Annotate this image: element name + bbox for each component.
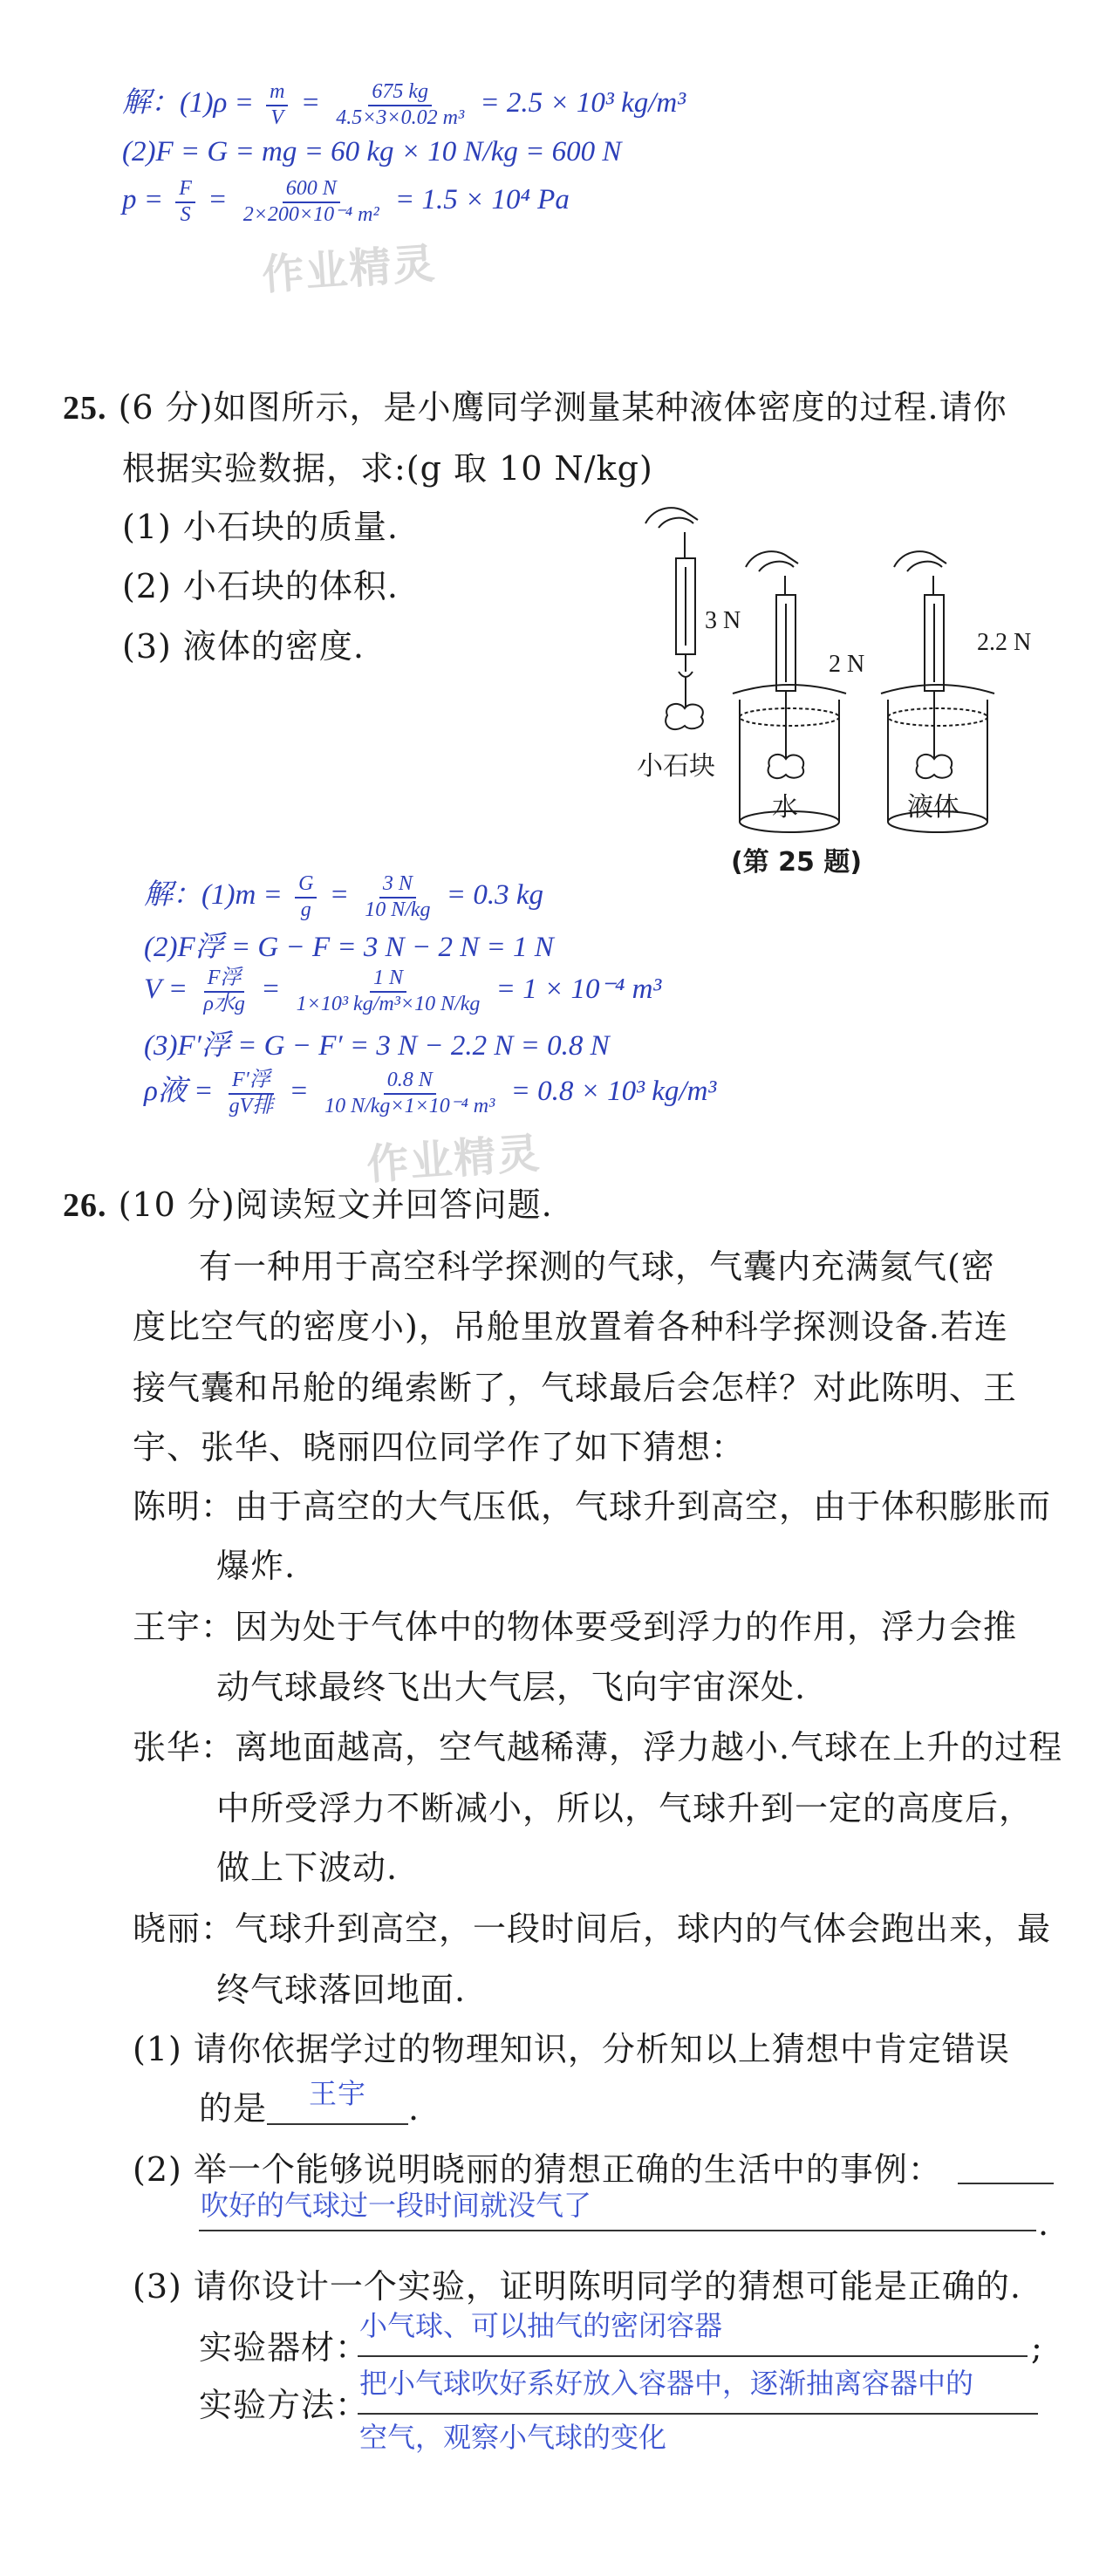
- q25-solution-line4: (3)F′浮 = G − F′ = 3 N − 2.2 N = 0.8 N: [144, 1030, 610, 1062]
- watermark: 作业精灵: [365, 1129, 543, 1190]
- q26-wangyu-0: 王宇：因为处于气体中的物体要受到浮力的作用，浮力会推: [133, 1608, 1018, 1646]
- s2-blank-line2[interactable]: [199, 2230, 1036, 2231]
- hand-icon: [746, 551, 798, 571]
- q25-sub3: (3) 液体的密度.: [122, 627, 365, 666]
- hand-icon: [894, 551, 946, 571]
- frac-num: F′浮: [229, 1069, 274, 1095]
- q24-solution-line1: 解：(1)ρ = $\frac{m}{V}$ = $\frac{675 kg}{\text{4.5×3×0.02 m³}}$ = 2.5 × 10³ kg/m³: [122, 80, 686, 129]
- q25-solution-line1: 解：(1)m = $\frac{G}{g}$ = $\frac{3 N}{10 N/kg}$ = 0.3 kg: [144, 872, 543, 921]
- frac-den: 1×10³ kg/m³×10 N/kg: [296, 992, 481, 1015]
- figure-caption: (第 25 题): [731, 847, 863, 878]
- q25-l3-result: = 1 × 10⁻⁴ m³: [495, 974, 662, 1006]
- s3-method-label: 实验方法：: [199, 2386, 370, 2424]
- s3-method-answer-1: 把小气球吹好系好放入容器中，逐渐抽离容器中的: [359, 2367, 974, 2400]
- q24-solution-line2: (2)F = G = mg = 60 kg × 10 N/kg = 600 N: [122, 136, 622, 167]
- s1-answer-blank[interactable]: [267, 2077, 408, 2125]
- frac-den: V: [270, 106, 284, 129]
- q26-para-0: 有一种用于高空科学探测的气球，气囊内充满氦气(密: [199, 1247, 995, 1286]
- q25-sub1: (1) 小石块的质量.: [122, 508, 399, 546]
- frac-den: 10 N/kg×1×10⁻⁴ m³: [324, 1094, 495, 1117]
- q25-line1: [63, 388, 1007, 427]
- frac-den: S: [180, 202, 191, 226]
- frac-num: F浮: [204, 967, 245, 993]
- q25-l3-frac2: [293, 967, 484, 1016]
- frac-num: 3 N: [379, 872, 416, 899]
- s3-equip-blank[interactable]: [358, 2355, 1028, 2357]
- s3-method-answer-2: 空气，观察小气球的变化: [359, 2421, 667, 2454]
- q26-chenming-0: 陈明：由于高空的大气压低，气球升到高空，由于体积膨胀而: [133, 1487, 1052, 1526]
- frac-den: gV排: [229, 1094, 274, 1117]
- s1-suffix: .: [408, 2089, 420, 2128]
- q24-l1-prefix: 解：(1)ρ =: [122, 87, 254, 120]
- q24-l3-result: = 1.5 × 10⁴ Pa: [394, 184, 570, 216]
- q25-solution-line5: ρ液 = $\frac{\text{F′浮}}{\text{gV排}}$ = $\frac{0.8 N}{\text{10 N/kg×1×10⁻⁴ m³}}$ = 0.8 × 10³ kg/m³: [144, 1069, 717, 1117]
- q24-solution-line3: p = $\frac{F}{S}$ = $\frac{600 N}{\text{2×200×10⁻⁴ m²}}$ = 1.5 × 10⁴ Pa: [122, 177, 570, 226]
- q25-l1-result: = 0.3 kg: [446, 879, 543, 912]
- q25-solution-line3: V = $\frac{\text{F浮}}{\text{ρ水g}}$ = $\frac{1 N}{\text{1×10³ kg/m³×10 N/kg}}$ = 1 × 10⁻⁴ m³: [144, 967, 662, 1015]
- q26-s3-line1: (3) 请你设计一个实验，证明陈明同学的猜想可能是正确的.: [133, 2267, 1021, 2306]
- frac-num: 0.8 N: [384, 1069, 436, 1095]
- q24-l3-frac1: [175, 177, 195, 227]
- q25-l1-frac2: [361, 872, 434, 922]
- s1-answer: 王宇: [309, 2077, 367, 2110]
- s3-equip-end: ;: [1031, 2328, 1042, 2367]
- question-number: 25.: [63, 390, 107, 427]
- q25-l1-frac1: [295, 872, 317, 922]
- label-liquid: 液体: [907, 792, 959, 823]
- stone-icon: [666, 704, 703, 729]
- q26-line1: [63, 1188, 553, 1222]
- frac-num: 1 N: [370, 967, 406, 993]
- q26-xiaoli-0: 晓丽：气球升到高空，一段时间后，球内的气体会跑出来，最: [133, 1910, 1052, 1948]
- s1-prefix: 的是: [199, 2089, 268, 2128]
- q25-sub2: (2) 小石块的体积.: [122, 567, 399, 605]
- q26-text: (10 分)阅读短文并回答问题.: [118, 1186, 553, 1224]
- q26-zhanghua-1: 中所受浮力不断减小，所以，气球升到一定的高度后，: [216, 1789, 1034, 1828]
- q25-l1-prefix: 解：(1)m =: [144, 879, 283, 912]
- q25-figure: [576, 497, 1064, 881]
- label-2n: 2 N: [829, 651, 865, 678]
- frac-den: 10 N/kg: [365, 898, 431, 921]
- s2-answer: 吹好的气球过一段时间就没气了: [201, 2189, 592, 2222]
- q24-l1-frac1: [266, 80, 288, 130]
- frac-den: 4.5×3×0.02 m³: [336, 106, 465, 129]
- frac-den: g: [300, 898, 311, 921]
- q26-chenming-1: 爆炸.: [216, 1547, 297, 1585]
- frac-num: 675 kg: [368, 80, 432, 106]
- s2-end: .: [1038, 2204, 1049, 2243]
- watermark: 作业精灵: [260, 239, 439, 300]
- label-22n: 2.2 N: [977, 629, 1032, 656]
- frac-num: G: [295, 872, 317, 899]
- q25-l3-frac1: [200, 967, 249, 1016]
- q24-l3-prefix: p =: [122, 184, 164, 216]
- label-3n: 3 N: [705, 607, 741, 634]
- q25-solution-line2: (2)F浮 = G − F = 3 N − 2 N = 1 N: [144, 932, 554, 963]
- q24-l1-frac2: [332, 80, 468, 130]
- q26-zhanghua-0: 张华：离地面越高，空气越稀薄，浮力越小.气球在上升的过程: [133, 1728, 1063, 1766]
- q25-l5-prefix: ρ液 =: [144, 1076, 214, 1108]
- q26-zhanghua-2: 做上下波动.: [216, 1848, 399, 1887]
- q25-text: (6 分)如图所示，是小鹰同学测量某种液体密度的过程.请你: [118, 388, 1007, 427]
- question-number: 26.: [63, 1187, 107, 1224]
- frac-den: 2×200×10⁻⁴ m²: [242, 202, 379, 226]
- q25-l5-frac2: [321, 1069, 498, 1118]
- q26-para-1: 度比空气的密度小)，吊舱里放置着各种科学探测设备.若连: [133, 1308, 1008, 1346]
- frac-num: m: [266, 80, 288, 106]
- s3-method-blank[interactable]: [358, 2413, 1038, 2415]
- q24-l3-frac2: [240, 177, 383, 227]
- label-stone: 小石块: [637, 751, 715, 782]
- q24-l1-result: = 2.5 × 10³ kg/m³: [480, 87, 686, 120]
- q26-para-3: 宇、张华、晓丽四位同学作了如下猜想：: [133, 1428, 746, 1466]
- q26-s1-line1: (1) 请你依据学过的物理知识，分析知以上猜想中肯定错误: [133, 2030, 1010, 2068]
- frac-den: ρ水g: [203, 992, 245, 1015]
- frac-num: F: [175, 177, 195, 203]
- s3-equip-answer: 小气球、可以抽气的密闭容器: [359, 2309, 723, 2342]
- q25-l5-result: = 0.8 × 10³ kg/m³: [510, 1076, 717, 1108]
- frac-num: 600 N: [283, 177, 340, 203]
- q26-s1-line2: [199, 2077, 420, 2128]
- q25-l3-prefix: V =: [144, 974, 188, 1006]
- label-water: 水: [772, 792, 798, 823]
- s2-blank-line1: [958, 2183, 1054, 2184]
- q25-line2: 根据实验数据，求:(g 取 10 N/kg): [122, 449, 653, 488]
- q25-l5-frac1: [226, 1069, 277, 1118]
- q26-para-2: 接气囊和吊舱的绳索断了，气球最后会怎样？对此陈明、王: [133, 1369, 1018, 1407]
- hand-icon: [645, 508, 698, 528]
- q26-wangyu-1: 动气球最终飞出大气层，飞向宇宙深处.: [216, 1668, 807, 1706]
- s3-equip-label: 实验器材：: [199, 2328, 370, 2367]
- q26-xiaoli-1: 终气球落回地面.: [216, 1971, 467, 2009]
- q26-s2-line1: (2) 举一个能够说明晓丽的猜想正确的生活中的事例：: [133, 2150, 942, 2189]
